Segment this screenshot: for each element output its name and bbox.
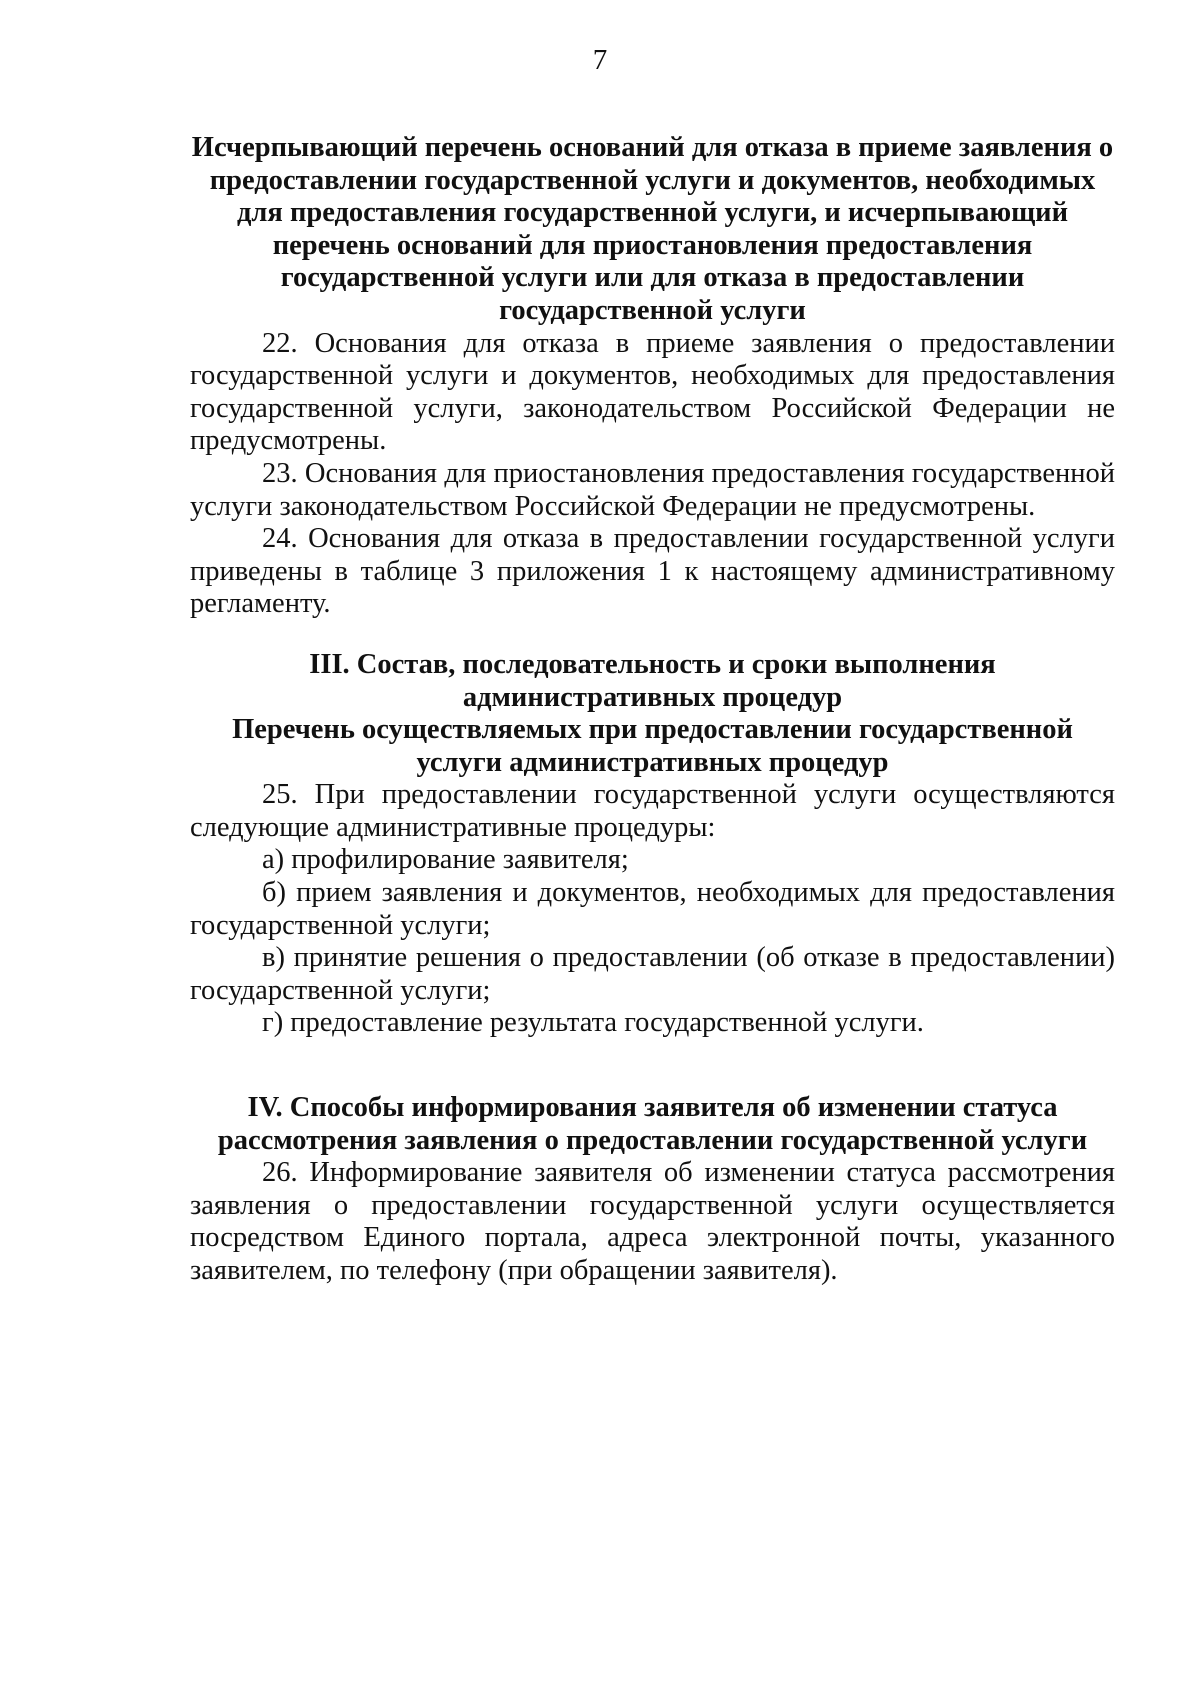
procedure-item-b: б) прием заявления и документов, необходимых для предоставления государственной услуги; xyxy=(190,877,1115,941)
section-spacer xyxy=(190,1040,1115,1092)
paragraph-22: 22. Основания для отказа в приеме заявления о предоставлении государственной услуги и документов, необходимых для предоставления государственной услуги, законодательством Российской Федерации не предусмотрены. xyxy=(190,327,1115,457)
paragraph-24: 24. Основания для отказа в предоставлении государственной услуги приведены в таблице 3 приложения 1 к настоящему административному регламенту. xyxy=(190,523,1115,620)
section-spacer xyxy=(190,621,1115,649)
section-3-subheading: Перечень осуществляемых при предоставлении государственной услуги административных процедур xyxy=(232,714,1073,778)
page-number: 7 xyxy=(592,44,608,76)
paragraph-26: 26. Информирование заявителя об изменении статуса рассмотрения заявления о предоставлении государственной услуги осуществляется посредством Единого портала, адреса электронной почты, указанного заявителем, по телефону (при обращении заявителя). xyxy=(190,1157,1115,1286)
section-3-heading: III. Состав, последовательность и сроки выполнения административных процедур xyxy=(309,648,996,713)
paragraph-25: 25. При предоставлении государственной услуги осуществляются следующие административные процедуры: xyxy=(190,779,1115,843)
page-content xyxy=(190,132,1115,1288)
section-4-heading: IV. Способы информирования заявителя об изменении статуса рассмотрения заявления о предоставлении государственной услуги xyxy=(217,1092,1088,1156)
procedure-item-d: г) предоставление результата государственной услуги. xyxy=(262,1007,924,1039)
paragraph-23: 23. Основания для приостановления предоставления государственной услуги законодательством Российской Федерации не предусмотрены. xyxy=(190,457,1115,522)
procedure-item-c: в) принятие решения о предоставлении (об отказе в предоставлении) государственной услуги; xyxy=(190,942,1115,1006)
procedure-item-a: а) профилирование заявителя; xyxy=(262,844,629,876)
refusal-grounds-heading: Исчерпывающий перечень оснований для отказа в приеме заявления о предоставлении государственной услуги и документов, необходимых для предоставления государственной услуги, и исчерпывающий перечень оснований для приостановления предоставления государственной услуги или для отказа в предоставлении государственной услуги xyxy=(191,132,1114,326)
